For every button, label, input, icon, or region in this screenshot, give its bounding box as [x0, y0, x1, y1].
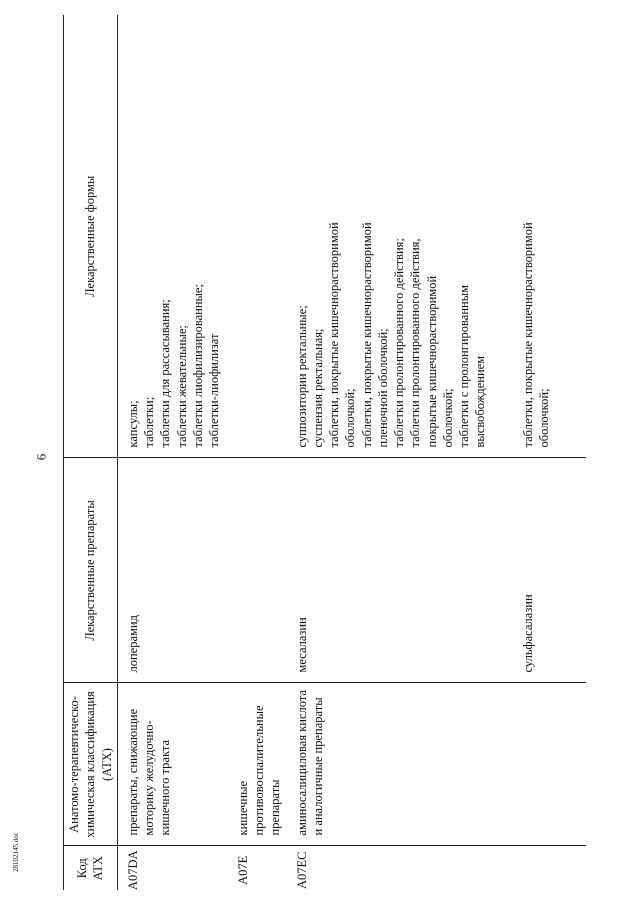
- dosage-form-line: таблетки пролонгированного действия;: [392, 238, 406, 448]
- dosage-form-line: суппозитории ректальные;: [294, 305, 309, 448]
- dosage-forms: [290, 15, 516, 458]
- drug-name: месалазин: [290, 458, 516, 683]
- header-forms: Лекарственные формы: [64, 15, 118, 458]
- table-row: [516, 15, 586, 890]
- table-row: [231, 15, 290, 890]
- dosage-form-line: таблетки, покрытые кишечнорастворимой: [520, 222, 535, 448]
- header-drugs: Лекарственные препараты: [64, 458, 118, 683]
- dosage-form-line: капсулы;: [125, 400, 140, 448]
- rotated-page: [63, 15, 603, 890]
- dosage-forms: [117, 15, 231, 458]
- dosage-form-line: оболочкой;: [440, 388, 455, 448]
- dosage-form-line: таблетки с пролонгированным: [457, 284, 471, 448]
- dosage-form-line: покрытые кишечнорастворимой: [424, 275, 439, 448]
- footer-filename: 28102145.doc: [12, 832, 20, 872]
- table-header-row: [64, 15, 118, 890]
- dosage-form-line: оболочкой;: [343, 388, 358, 448]
- dosage-form-line: таблетки жевательные;: [174, 325, 189, 448]
- dosage-form-line: пленочной оболочкой;: [375, 328, 390, 448]
- atc-table: [63, 15, 586, 890]
- dosage-form-line: таблетки-лиофилизат: [207, 333, 221, 448]
- dosage-form-line: таблетки, покрытые кишечнорастворимой: [327, 222, 341, 448]
- dosage-form-line: таблетки, покрытые кишечнорастворимой: [359, 222, 374, 448]
- dosage-form-line: оболочкой;: [536, 388, 551, 448]
- dosage-form-line: таблетки для рассасывания;: [158, 299, 173, 448]
- drug-name: [231, 458, 290, 683]
- table-row: [117, 15, 231, 890]
- table-row: [290, 15, 516, 890]
- dosage-form-line: высвобождением: [473, 355, 488, 448]
- dosage-form-line: таблетки пролонгированного действия,: [408, 238, 423, 448]
- atc-classification: кишечные противовоспалительные препараты: [231, 683, 290, 846]
- atc-code: A07DA: [125, 850, 140, 890]
- atc-classification: аминосалициловая кислота и аналогичные препараты: [290, 683, 516, 846]
- atc-classification: препараты, снижающие моторику желудочно-кишечного тракта: [117, 683, 231, 846]
- dosage-forms: [516, 15, 586, 458]
- dosage-form-line: таблетки;: [142, 396, 156, 448]
- page-number: 6: [33, 453, 49, 461]
- atc-classification: [516, 683, 586, 846]
- dosage-form-line: таблетки лиофилизированные;: [190, 284, 205, 448]
- atc-code: A07E: [235, 855, 250, 885]
- dosage-forms: [231, 15, 290, 458]
- drug-name: сульфасалазин: [516, 458, 586, 683]
- atc-code: [516, 846, 586, 890]
- header-classification: Анатомо-терапевтическо-химическая классификация (АТХ): [64, 683, 118, 846]
- atc-code: A07EC: [294, 851, 309, 889]
- drug-name: лоперамид: [117, 458, 231, 683]
- dosage-form-line: суспензия ректальная;: [310, 328, 325, 448]
- header-code: Код АТХ: [64, 846, 118, 890]
